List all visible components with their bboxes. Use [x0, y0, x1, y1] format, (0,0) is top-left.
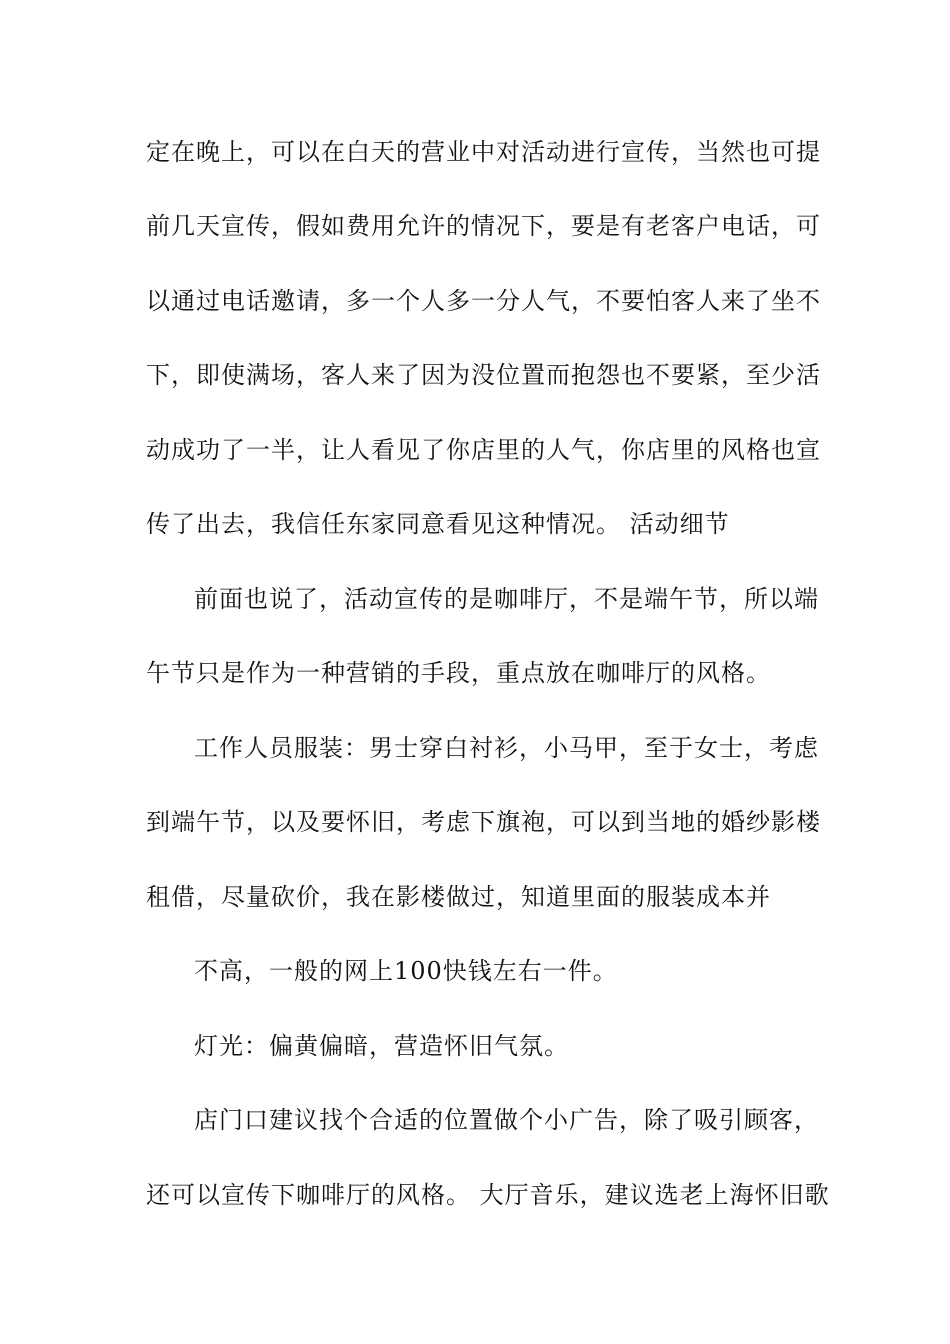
text-line: 前几天宣传，假如费用允许的情况下，要是有老客户电话，可: [146, 212, 821, 240]
text-line: 午节只是作为一种营销的手段，重点放在咖啡厅的风格。: [146, 659, 771, 687]
text-line: 传了出去，我信任东家同意看见这种情况。 活动细节: [146, 510, 730, 538]
text-line: 工作人员服装：男士穿白衬衫，小马甲，至于女士，考虑: [194, 734, 819, 762]
text-line: 动成功了一半，让人看见了你店里的人气，你店里的风格也宣: [146, 436, 821, 464]
text-line: 前面也说了，活动宣传的是咖啡厅，不是端午节，所以端: [194, 585, 819, 613]
text-line: 还可以宣传下咖啡厅的风格。 大厅音乐，建议选老上海怀旧歌: [146, 1181, 830, 1209]
text-line: 定在晚上，可以在白天的营业中对活动进行宣传，当然也可提: [146, 138, 821, 166]
text-line: 以通过电话邀请，多一个人多一分人气，不要怕客人来了坐不: [146, 287, 821, 315]
text-line: 店门口建议找个合适的位置做个小广告，除了吸引顾客，: [194, 1106, 819, 1134]
text-line: 不高，一般的网上100快钱左右一件。: [194, 957, 618, 985]
text-line: 灯光：偏黄偏暗，营造怀旧气氛。: [194, 1032, 569, 1060]
text-line: 下，即使满场，客人来了因为没位置而抱怨也不要紧，至少活: [146, 361, 821, 389]
text-line: 租借，尽量砍价，我在影楼做过，知道里面的服装成本并: [146, 883, 771, 911]
text-line: 到端午节，以及要怀旧，考虑下旗袍，可以到当地的婚纱影楼: [146, 808, 821, 836]
